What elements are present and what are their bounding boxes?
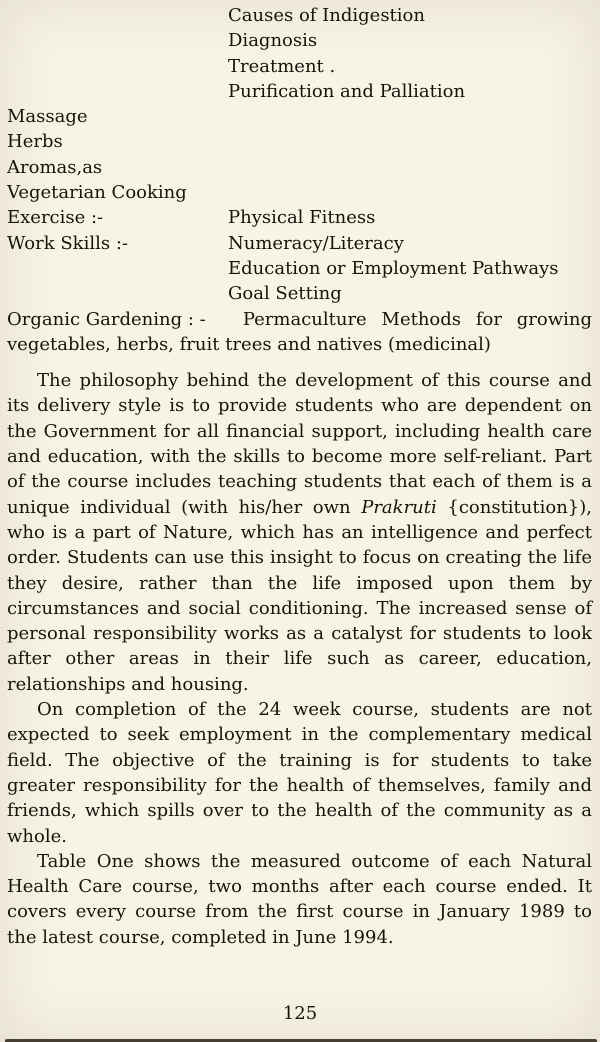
paragraph-completion: On completion of the 24 week course, students are not expected to seek employment in the complementary medical field. The objective of the training is for students to take greater responsibility for the health of themselves, family and friends, which spills over to the health of the community as a whole. (7, 699, 592, 847)
list-right-item (228, 104, 592, 129)
list-left-label: Herbs (7, 131, 63, 153)
list-right-item: Numeracy/Literacy (228, 232, 404, 254)
list-row (7, 28, 592, 53)
list-row (7, 155, 592, 180)
list-left-label (7, 28, 228, 53)
list-left-label (7, 3, 228, 28)
list-right-item: Diagnosis (228, 30, 318, 52)
organic-gardening-label: Organic Gardening : - (7, 308, 206, 330)
list-left-label: Aromas,as (7, 156, 103, 178)
philosophy-text-after: {constitution}), who is a part of Nature, which has an intelligence and perfect order. Students can use this insight to focus on creating the life they desire, rather than the life imposed upon them by circumstances and social conditioning. The increased sense of personal responsibility works as a catalyst for students to look after other areas in their life such as career, education, relationships and housing. (7, 496, 592, 695)
list-row (7, 256, 592, 281)
list-row (7, 231, 592, 256)
list-left-label (7, 281, 228, 306)
list-row (7, 104, 592, 129)
list-row (7, 129, 592, 154)
list-right-item (228, 180, 592, 205)
list-right-item: Education or Employment Pathways (228, 257, 559, 279)
list-right-item: Treatment . (228, 55, 336, 77)
list-right-item (228, 129, 592, 154)
organic-gardening-text: Permaculture Methods for growing vegetables, herbs, fruit trees and natives (medicinal) (7, 308, 592, 355)
list-right-item: Goal Setting (228, 283, 342, 305)
list-row (7, 3, 592, 28)
philosophy-text-before: The philosophy behind the development of this course and its delivery style is to provide students who are dependent on the Government for all financial support, including health care and education, with the skills to become more self-reliant. Part of the course includes teaching students that each of them is a unique individual (with his/her own (7, 370, 592, 518)
list-left-label: Vegetarian Cooking (7, 182, 187, 204)
list-right-item: Causes of Indigestion (228, 5, 425, 26)
prakruti-italic-term: Prakruti (361, 496, 437, 518)
list-row (7, 79, 592, 104)
list-right-item: Physical Fitness (228, 207, 376, 229)
list-left-label (7, 79, 228, 104)
list-left-label (7, 256, 228, 281)
paragraph-table-one: Table One shows the measured outcome of each Natural Health Care course, two months after each course ended. It covers every course from the first course in January 1989 to the latest course, completed in June 1994. (7, 850, 592, 948)
list-left-label (7, 54, 228, 79)
list-row (7, 205, 592, 230)
organic-gardening-paragraph (7, 307, 592, 358)
list-right-item (228, 155, 592, 180)
paragraph-philosophy (7, 368, 592, 697)
course-topics-list (7, 3, 592, 307)
list-left-label: Work Skills :- (7, 232, 128, 254)
list-left-label: Massage (7, 106, 88, 128)
list-right-item: Purification and Palliation (228, 80, 466, 102)
page-number: 125 (282, 1002, 318, 1024)
list-row (7, 180, 592, 205)
list-row (7, 281, 592, 306)
list-left-label: Exercise :- (7, 207, 104, 229)
list-row (7, 54, 592, 79)
